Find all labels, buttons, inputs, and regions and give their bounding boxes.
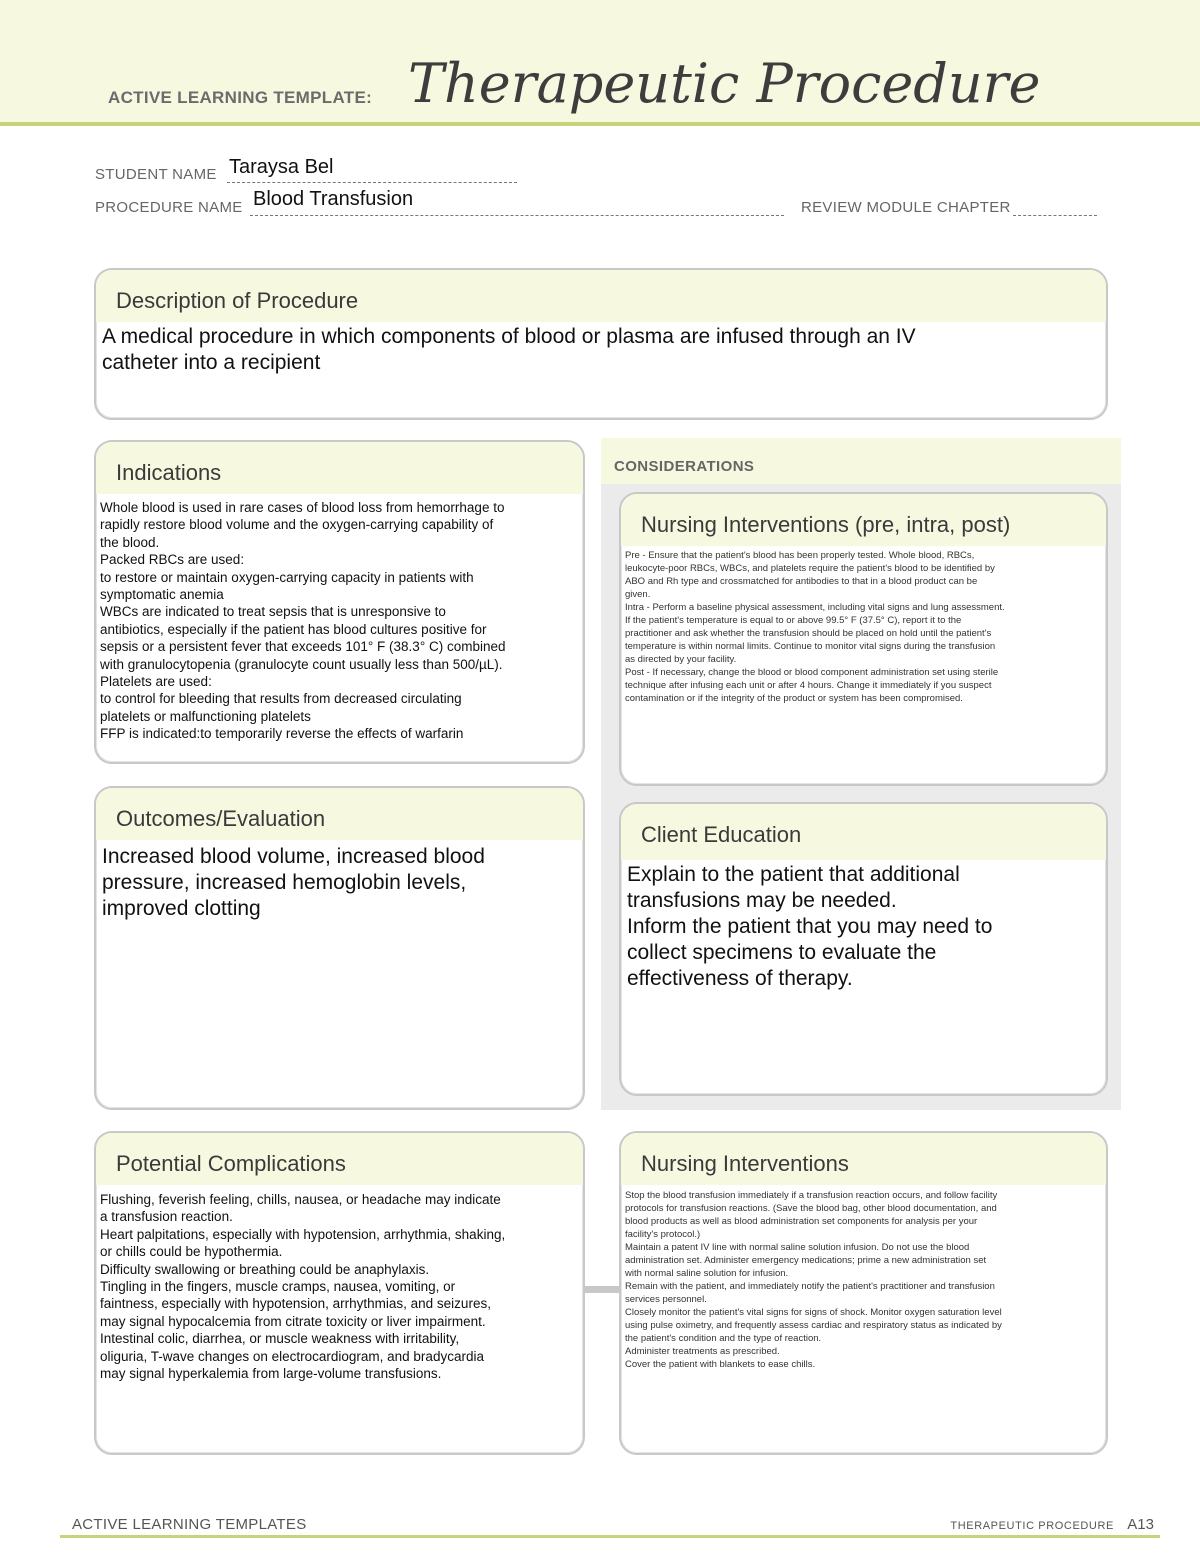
- outcomes-text[interactable]: [96, 840, 583, 922]
- procedure-name-line: [250, 215, 784, 216]
- header-divider: [0, 122, 1200, 126]
- considerations-title: CONSIDERATIONS: [614, 458, 755, 475]
- indications-line: to restore or maintain oxygen-carrying capacity in patients with: [100, 569, 474, 585]
- template-title: Therapeutic Procedure: [408, 52, 1041, 115]
- indications-line: platelets or malfunctioning platelets: [100, 708, 311, 724]
- ni-line: Cover the patient with blankets to ease chills.: [625, 1359, 816, 1370]
- description-box: [94, 268, 1108, 420]
- ni-line: Maintain a patent IV line with normal saline solution infusion. Do not use the blood: [625, 1242, 970, 1253]
- indications-line: Whole blood is used in rare cases of blood loss from hemorrhage to: [100, 500, 505, 515]
- ppi-line: If the patient's temperature is equal to or above 99.5° F (37.5° C), report it to the: [625, 615, 962, 626]
- ni-line: facility's protocol.): [625, 1229, 701, 1240]
- nursing-interventions-ppi-box: [619, 492, 1108, 786]
- ni-line: blood products as well as blood administration set components for analysis per your: [625, 1216, 978, 1227]
- ppi-line: contamination or if the integrity of the product or system has been compromised.: [625, 693, 963, 704]
- student-name-field[interactable]: Taraysa Bel: [229, 156, 334, 178]
- indications-title: Indications: [96, 442, 583, 494]
- ppi-line: practitioner and ask whether the transfusion should be placed on hold until the patient's: [625, 628, 992, 639]
- ni-line: Stop the blood transfusion immediately if a transfusion reaction occurs, and follow facility: [625, 1190, 998, 1201]
- indications-line: symptomatic anemia: [100, 587, 224, 603]
- indications-line: Platelets are used:: [100, 674, 212, 690]
- ppi-line: given.: [625, 589, 651, 600]
- complications-line: oliguria, T-wave changes on electrocardiogram, and bradycardia: [100, 1348, 484, 1364]
- ppi-line: Intra - Perform a baseline physical assessment, including vital signs and lung assessment.: [625, 602, 1005, 613]
- complications-box: [94, 1131, 585, 1455]
- indications-line: with granulocytopenia (granulocyte count usually less than 500/µL).: [100, 656, 503, 672]
- ppi-line: temperature is within normal limits. Continue to monitor vital signs during the transfusion: [625, 641, 996, 652]
- indications-box: [94, 440, 585, 764]
- review-module-label: REVIEW MODULE CHAPTER: [801, 199, 1011, 216]
- indications-text[interactable]: [96, 494, 583, 743]
- indications-line: to control for bleeding that results from decreased circulating: [100, 691, 462, 707]
- description-line: catheter into a recipient: [102, 351, 321, 374]
- description-line: A medical procedure in which components of blood or plasma are infused through an IV: [102, 325, 916, 348]
- complications-line: Tingling in the fingers, muscle cramps, nausea, vomiting, or: [100, 1279, 456, 1295]
- ppi-line: as directed by your facility.: [625, 654, 737, 665]
- description-text[interactable]: [96, 322, 1106, 376]
- page-number: A13: [1127, 1516, 1154, 1533]
- description-title: Description of Procedure: [96, 270, 1106, 322]
- nursing-interventions-box: [619, 1131, 1108, 1455]
- outcomes-line: improved clotting: [102, 897, 261, 920]
- ni-line: Administer treatments as prescribed.: [625, 1346, 780, 1357]
- complications-line: Flushing, feverish feeling, chills, nausea, or headache may indicate: [100, 1192, 501, 1207]
- indications-line: sepsis or a persistent fever that exceeds 101° F (38.3° C) combined: [100, 639, 506, 655]
- complications-line: Difficulty swallowing or breathing could be anaphylaxis.: [100, 1261, 430, 1277]
- footer-right: [950, 1516, 1154, 1533]
- complications-line: may signal hypocalcemia from citrate toxicity or liver impairment.: [100, 1313, 486, 1329]
- client-education-line: collect specimens to evaluate the: [627, 941, 937, 964]
- outcomes-line: pressure, increased hemoglobin levels,: [102, 871, 467, 894]
- ni-line: protocols for transfusion reactions. (Save the blood bag, other blood documentation, and: [625, 1203, 997, 1214]
- outcomes-line: Increased blood volume, increased blood: [102, 845, 485, 868]
- footer-left: ACTIVE LEARNING TEMPLATES: [72, 1516, 307, 1533]
- student-name-label: STUDENT NAME: [95, 166, 217, 183]
- template-label: ACTIVE LEARNING TEMPLATE:: [108, 88, 373, 107]
- complications-text[interactable]: [96, 1185, 583, 1382]
- nursing-interventions-title: Nursing Interventions: [621, 1133, 1106, 1185]
- ni-line: with normal saline solution for infusion.: [625, 1268, 789, 1279]
- outcomes-box: [94, 786, 585, 1110]
- client-education-line: Inform the patient that you may need to: [627, 915, 993, 938]
- procedure-name-label: PROCEDURE NAME: [95, 199, 243, 216]
- complications-line: or chills could be hypothermia.: [100, 1244, 283, 1260]
- ni-line: using pulse oximetry, and frequently assess cardiac and respiratory status as indicated by: [625, 1320, 1002, 1331]
- ni-line: Remain with the patient, and immediately notify the patient's practitioner and transfusion: [625, 1281, 995, 1292]
- ni-line: the patient's condition and the type of reaction.: [625, 1333, 822, 1344]
- client-education-line: effectiveness of therapy.: [627, 967, 853, 990]
- ppi-line: Post - If necessary, change the blood or blood component administration set using sterile: [625, 667, 999, 678]
- ppi-line: ABO and Rh type and crossmatched for antibodies to that in a blood product can be: [625, 576, 978, 587]
- ni-line: Closely monitor the patient's vital signs for signs of shock. Monitor oxygen saturation level: [625, 1307, 1002, 1318]
- client-education-line: transfusions may be needed.: [627, 889, 897, 912]
- client-education-box: [619, 802, 1108, 1096]
- indications-line: antibiotics, especially if the patient has blood cultures positive for: [100, 621, 487, 637]
- student-name-line: [227, 182, 517, 183]
- complications-line: faintness, especially with hypotension, arrhythmias, and seizures,: [100, 1296, 491, 1312]
- client-education-title: Client Education: [621, 804, 1106, 860]
- nursing-interventions-text[interactable]: [621, 1185, 1106, 1371]
- complications-line: may signal hyperkalemia from large-volume transfusions.: [100, 1366, 442, 1382]
- ni-line: services personnel.: [625, 1294, 707, 1305]
- nursing-interventions-ppi-text[interactable]: [621, 546, 1106, 705]
- ppi-line: technique after infusing each unit or after 4 hours. Change it immediately if you suspect: [625, 680, 992, 691]
- footer-divider: [60, 1535, 1160, 1538]
- complications-line: Intestinal colic, diarrhea, or muscle weakness with irritability,: [100, 1331, 460, 1347]
- ppi-line: Pre - Ensure that the patient's blood has been properly tested. Whole blood, RBCs,: [625, 550, 975, 561]
- connector-bar: [584, 1286, 620, 1293]
- ni-line: administration set. Administer emergency medications; prime a new administration set: [625, 1255, 987, 1266]
- outcomes-title: Outcomes/Evaluation: [96, 788, 583, 840]
- indications-line: FFP is indicated:to temporarily reverse the effects of warfarin: [100, 726, 464, 742]
- ppi-line: leukocyte-poor RBCs, WBCs, and platelets require the patient's blood to be identified by: [625, 563, 995, 574]
- nursing-interventions-ppi-title: Nursing Interventions (pre, intra, post): [621, 494, 1106, 546]
- client-education-text[interactable]: [621, 860, 1106, 992]
- footer-right-label: THERAPEUTIC PROCEDURE: [950, 1520, 1114, 1532]
- indications-line: rapidly restore blood volume and the oxygen-carrying capability of: [100, 517, 494, 533]
- indications-line: WBCs are indicated to treat sepsis that is unresponsive to: [100, 604, 446, 620]
- complications-line: a transfusion reaction.: [100, 1209, 233, 1225]
- procedure-name-field[interactable]: Blood Transfusion: [253, 188, 414, 210]
- complications-line: Heart palpitations, especially with hypotension, arrhythmia, shaking,: [100, 1226, 506, 1242]
- indications-line: the blood.: [100, 534, 160, 550]
- client-education-line: Explain to the patient that additional: [627, 863, 960, 886]
- complications-title: Potential Complications: [96, 1133, 583, 1185]
- indications-line: Packed RBCs are used:: [100, 552, 245, 568]
- review-module-line: [1013, 215, 1097, 216]
